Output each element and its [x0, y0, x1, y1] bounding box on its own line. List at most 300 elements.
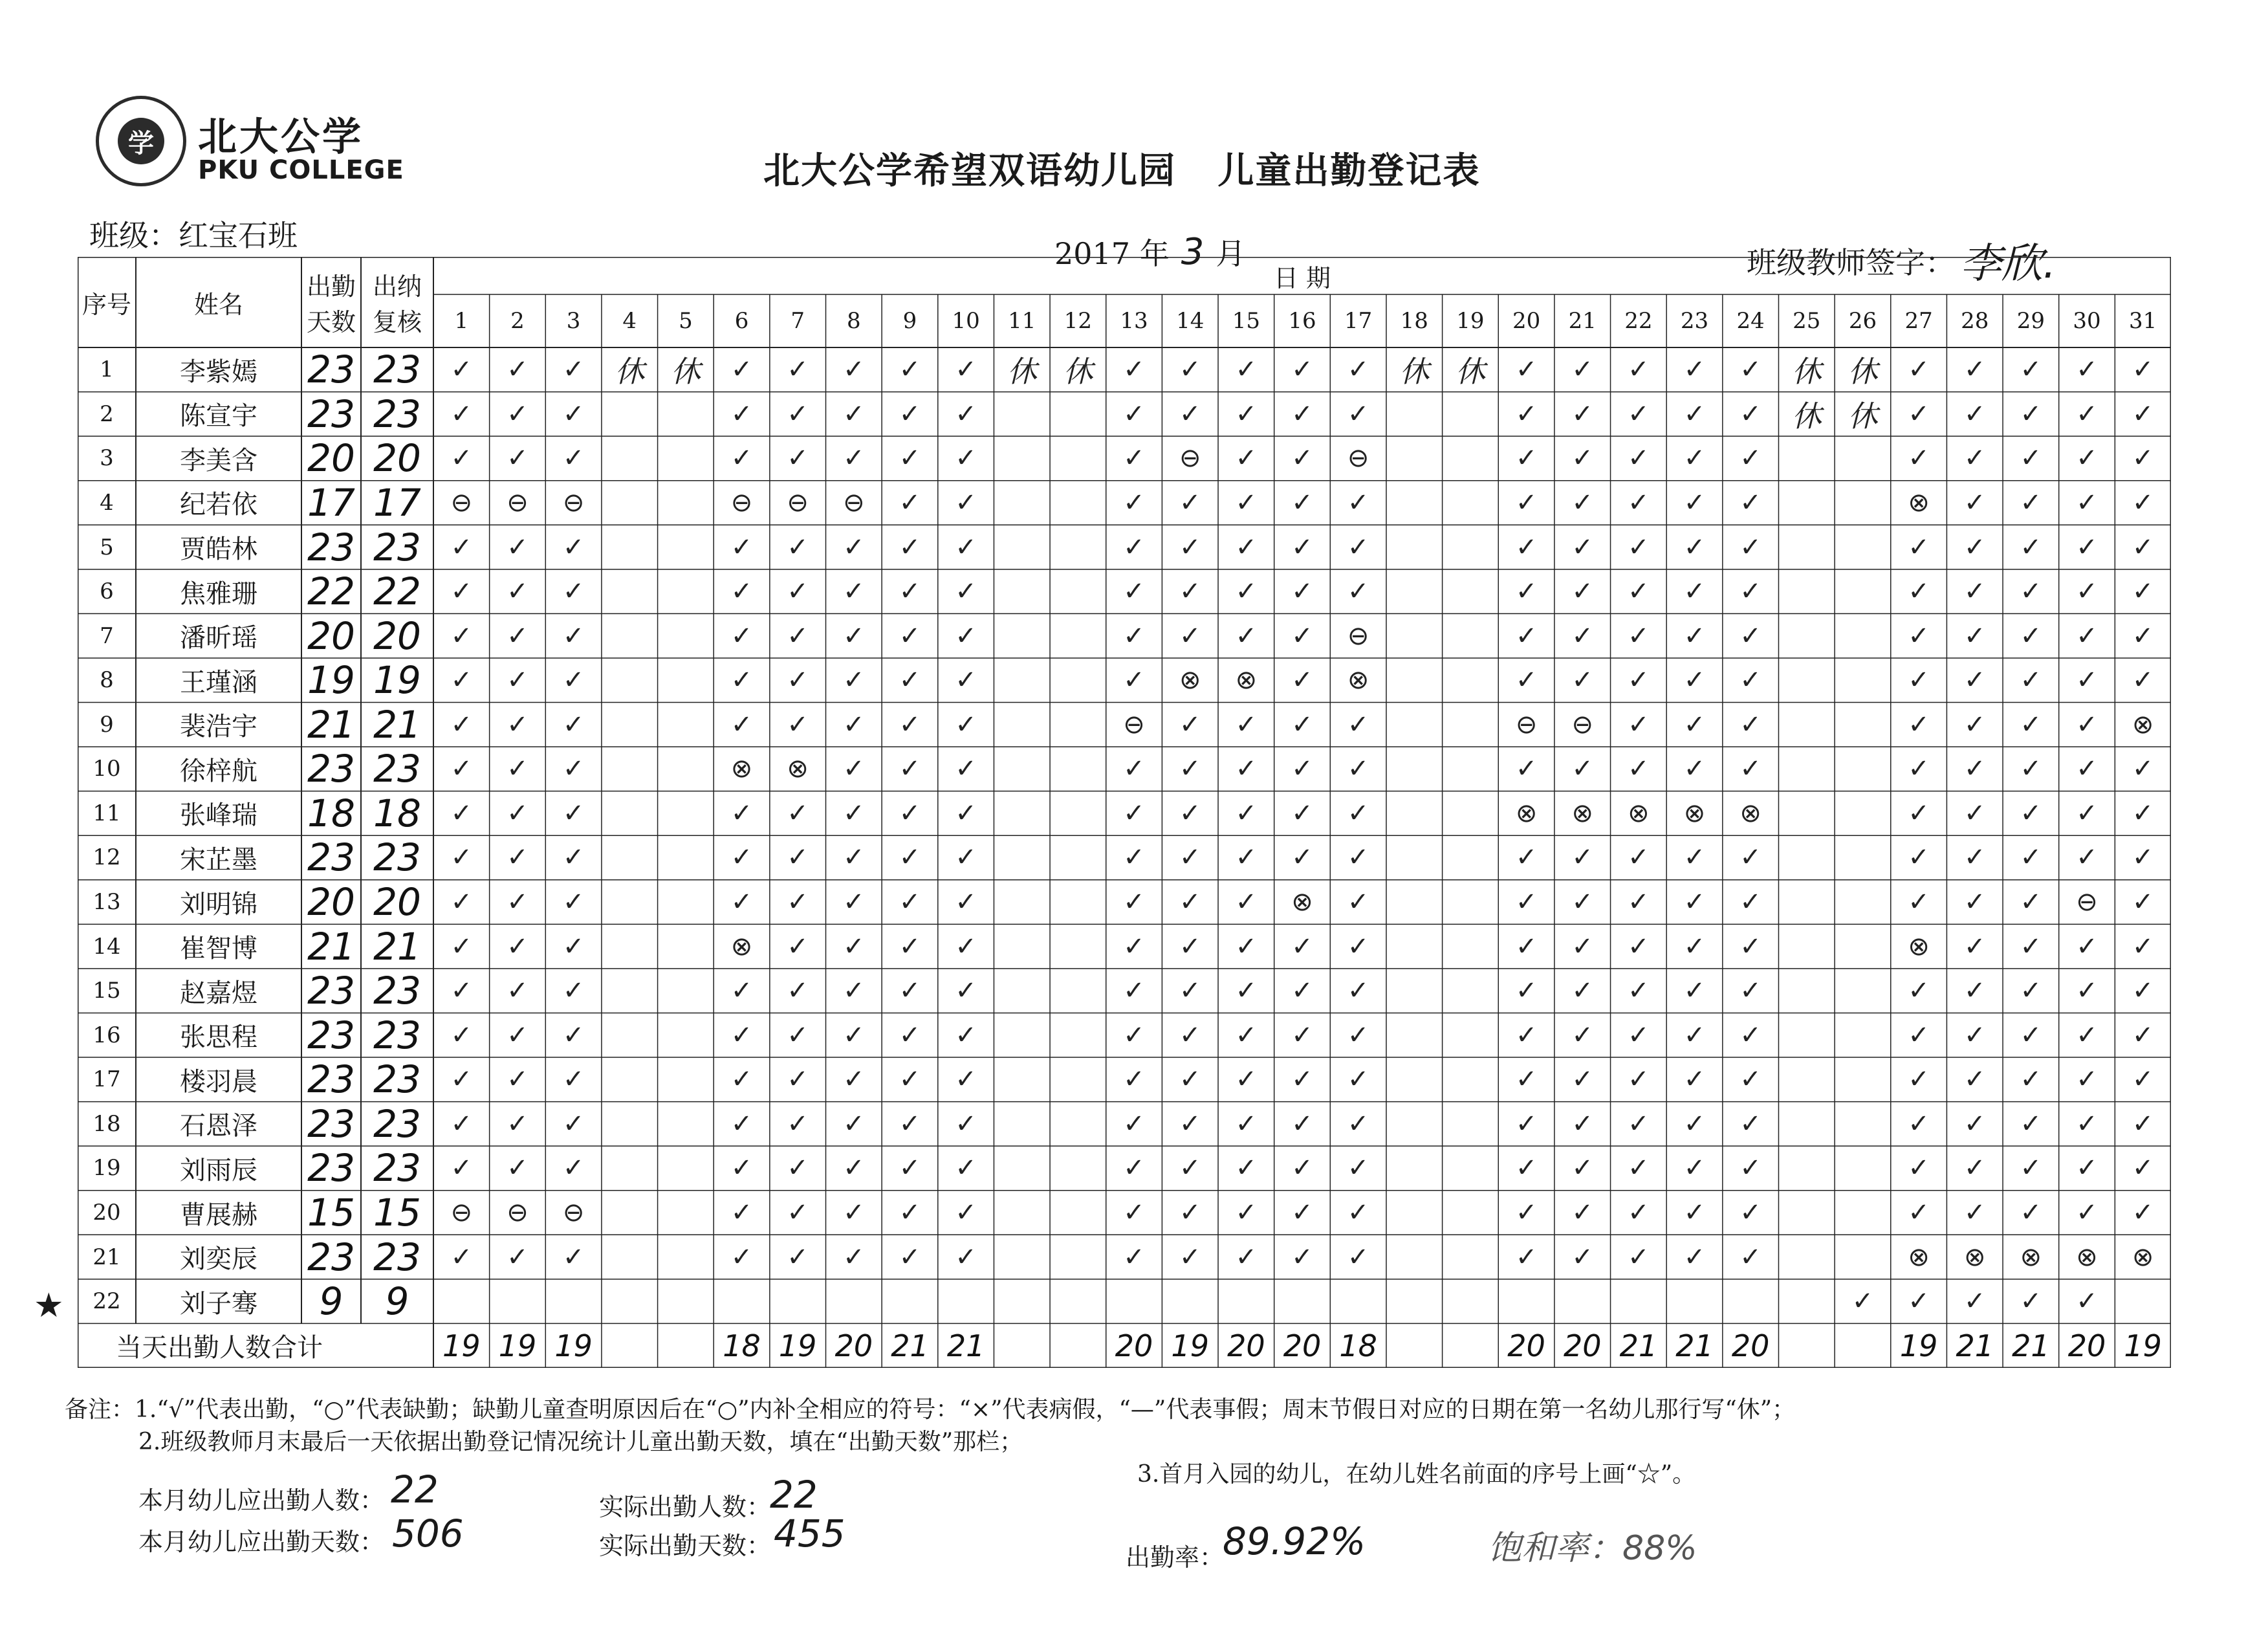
present-check-icon: ✓ [1963, 754, 1986, 784]
present-check-icon: ✓ [2076, 621, 2098, 651]
present-check-icon: ✓ [955, 399, 977, 429]
present-check-icon: ✓ [787, 621, 809, 651]
present-check-icon: ✓ [562, 399, 585, 429]
present-check-icon: ✓ [1571, 976, 1593, 1006]
present-check-icon: ✓ [1179, 621, 1201, 651]
present-check-icon: ✓ [899, 1020, 921, 1050]
present-check-icon: ✓ [1123, 665, 1145, 696]
child-name: 徐梓航 [180, 756, 257, 786]
present-check-icon: ✓ [507, 976, 529, 1006]
present-check-icon: ✓ [1571, 1064, 1593, 1095]
present-check-icon: ✓ [1347, 1108, 1369, 1139]
present-check-icon: ✓ [507, 931, 529, 962]
present-check-icon: ✓ [507, 399, 529, 429]
child-name: 宋芷墨 [180, 844, 257, 875]
attend-days-value: 20 [307, 436, 355, 481]
present-check-icon: ✓ [843, 355, 865, 385]
present-check-icon: ✓ [843, 842, 865, 873]
present-check-icon: ✓ [2076, 355, 2098, 385]
leave-mark-icon: ⊖ [1347, 621, 1369, 651]
present-check-icon: ✓ [1235, 1153, 1258, 1183]
present-check-icon: ✓ [1235, 487, 1258, 518]
present-check-icon: ✓ [1628, 976, 1650, 1006]
present-check-icon: ✓ [1515, 1020, 1538, 1050]
present-check-icon: ✓ [1628, 399, 1650, 429]
present-check-icon: ✓ [1123, 399, 1145, 429]
expected-children-value: 22 [391, 1468, 439, 1512]
present-check-icon: ✓ [787, 399, 809, 429]
header-day-9: 9 [902, 308, 917, 334]
present-check-icon: ✓ [562, 621, 585, 651]
present-check-icon: ✓ [1347, 532, 1369, 562]
present-check-icon: ✓ [1291, 798, 1313, 828]
present-check-icon: ✓ [1963, 1286, 1986, 1317]
present-check-icon: ✓ [2076, 1108, 2098, 1139]
header-day-14: 14 [1176, 308, 1205, 334]
present-check-icon: ✓ [1571, 399, 1593, 429]
sick-mark-icon: ⊗ [730, 931, 753, 962]
present-check-icon: ✓ [2020, 842, 2042, 873]
present-check-icon: ✓ [1963, 1020, 1986, 1050]
present-check-icon: ✓ [1235, 399, 1258, 429]
present-check-icon: ✓ [562, 355, 585, 385]
leave-mark-icon: ⊖ [787, 487, 809, 518]
present-check-icon: ✓ [1515, 1153, 1538, 1183]
present-check-icon: ✓ [1347, 1198, 1369, 1228]
present-check-icon: ✓ [1683, 577, 1706, 607]
daily-total: 20 [2067, 1328, 2106, 1363]
present-check-icon: ✓ [1739, 665, 1761, 696]
present-check-icon: ✓ [1963, 709, 1986, 740]
child-name: 曹展赫 [180, 1200, 257, 1230]
rest-day-mark: 休 [1007, 354, 1037, 390]
present-check-icon: ✓ [1347, 487, 1369, 518]
present-check-icon: ✓ [1739, 1198, 1761, 1228]
expected-days-value: 506 [392, 1512, 464, 1556]
present-check-icon: ✓ [1123, 532, 1145, 562]
present-check-icon: ✓ [2132, 754, 2154, 784]
rest-day-mark: 休 [1063, 354, 1093, 390]
present-check-icon: ✓ [1571, 1020, 1593, 1050]
leave-mark-icon: ⊖ [730, 487, 753, 518]
row-index: 7 [100, 622, 114, 649]
present-check-icon: ✓ [562, 842, 585, 873]
present-check-icon: ✓ [450, 798, 473, 828]
sick-mark-icon: ⊗ [1571, 798, 1593, 828]
attend-days-value: 15 [307, 1191, 355, 1235]
present-check-icon: ✓ [1908, 1064, 1930, 1095]
daily-total: 21 [1619, 1328, 1658, 1363]
present-check-icon: ✓ [2132, 1198, 2154, 1228]
present-check-icon: ✓ [1515, 577, 1538, 607]
present-check-icon: ✓ [1739, 709, 1761, 740]
present-check-icon: ✓ [1963, 355, 1986, 385]
present-check-icon: ✓ [2132, 1064, 2154, 1095]
present-check-icon: ✓ [450, 355, 473, 385]
present-check-icon: ✓ [1908, 887, 1930, 918]
header-day-5: 5 [679, 308, 693, 334]
leave-mark-icon: ⊖ [2076, 887, 2098, 918]
present-check-icon: ✓ [507, 1064, 529, 1095]
present-check-icon: ✓ [1235, 887, 1258, 918]
present-check-icon: ✓ [450, 1242, 473, 1272]
present-check-icon: ✓ [1179, 1242, 1201, 1272]
present-check-icon: ✓ [730, 443, 753, 474]
present-check-icon: ✓ [1123, 487, 1145, 518]
attend-days-value: 17 [307, 480, 355, 525]
present-check-icon: ✓ [899, 1198, 921, 1228]
present-check-icon: ✓ [1739, 931, 1761, 962]
year-label: 2017 年 [1054, 236, 1170, 271]
present-check-icon: ✓ [843, 1198, 865, 1228]
present-check-icon: ✓ [787, 443, 809, 474]
present-check-icon: ✓ [1963, 487, 1986, 518]
daily-total: 19 [1171, 1328, 1209, 1363]
header-day-6: 6 [734, 308, 749, 334]
present-check-icon: ✓ [1739, 1064, 1761, 1095]
sick-mark-icon: ⊗ [787, 754, 809, 784]
present-check-icon: ✓ [1291, 842, 1313, 873]
present-check-icon: ✓ [1963, 665, 1986, 696]
present-check-icon: ✓ [2076, 1286, 2098, 1317]
sick-mark-icon: ⊗ [1628, 798, 1650, 828]
header-day-23: 23 [1680, 308, 1709, 334]
present-check-icon: ✓ [2020, 798, 2042, 828]
present-check-icon: ✓ [1235, 355, 1258, 385]
present-check-icon: ✓ [1739, 443, 1761, 474]
header-day-16: 16 [1288, 308, 1316, 334]
row-index: 11 [93, 800, 121, 826]
review-value: 23 [373, 347, 421, 392]
present-check-icon: ✓ [1908, 1198, 1930, 1228]
present-check-icon: ✓ [1963, 1153, 1986, 1183]
review-value: 22 [373, 569, 421, 614]
present-check-icon: ✓ [787, 355, 809, 385]
present-check-icon: ✓ [899, 976, 921, 1006]
present-check-icon: ✓ [1739, 1242, 1761, 1272]
present-check-icon: ✓ [1347, 754, 1369, 784]
present-check-icon: ✓ [1235, 577, 1258, 607]
present-check-icon: ✓ [1739, 1153, 1761, 1183]
present-check-icon: ✓ [1123, 931, 1145, 962]
present-check-icon: ✓ [787, 577, 809, 607]
attend-days-value: 23 [307, 1101, 355, 1146]
present-check-icon: ✓ [2132, 1020, 2154, 1050]
new-child-star: ★ [34, 1286, 64, 1325]
present-check-icon: ✓ [507, 798, 529, 828]
present-check-icon: ✓ [730, 1153, 753, 1183]
present-check-icon: ✓ [899, 754, 921, 784]
logo-chinese-name: 北大公学 [198, 115, 364, 160]
sick-mark-icon: ⊗ [1739, 798, 1761, 828]
present-check-icon: ✓ [1515, 1242, 1538, 1272]
present-check-icon: ✓ [1235, 621, 1258, 651]
child-name: 王瑾涵 [180, 667, 257, 698]
present-check-icon: ✓ [1683, 1153, 1706, 1183]
present-check-icon: ✓ [1347, 842, 1369, 873]
row-index: 3 [100, 445, 114, 472]
leave-mark-icon: ⊖ [843, 487, 865, 518]
attendance-rate-label: 出勤率： [1126, 1543, 1225, 1572]
present-check-icon: ✓ [899, 355, 921, 385]
present-check-icon: ✓ [1628, 754, 1650, 784]
header-review-l2: 复核 [372, 308, 422, 336]
present-check-icon: ✓ [562, 1242, 585, 1272]
header-day-3: 3 [566, 308, 581, 334]
row-index: 20 [93, 1200, 121, 1226]
present-check-icon: ✓ [507, 1108, 529, 1139]
row-index: 18 [93, 1110, 121, 1137]
present-check-icon: ✓ [955, 487, 977, 518]
present-check-icon: ✓ [1571, 487, 1593, 518]
present-check-icon: ✓ [1683, 931, 1706, 962]
daily-total: 18 [1339, 1328, 1377, 1363]
present-check-icon: ✓ [1628, 1153, 1650, 1183]
present-check-icon: ✓ [1291, 1064, 1313, 1095]
present-check-icon: ✓ [2020, 887, 2042, 918]
present-check-icon: ✓ [562, 976, 585, 1006]
present-check-icon: ✓ [507, 532, 529, 562]
present-check-icon: ✓ [1963, 1064, 1986, 1095]
child-name: 刘明锦 [180, 889, 257, 919]
present-check-icon: ✓ [2132, 532, 2154, 562]
header-day-26: 26 [1848, 308, 1877, 334]
present-check-icon: ✓ [899, 487, 921, 518]
present-check-icon: ✓ [1963, 842, 1986, 873]
present-check-icon: ✓ [2132, 577, 2154, 607]
child-name: 石恩泽 [180, 1111, 257, 1141]
review-value: 9 [385, 1279, 409, 1324]
present-check-icon: ✓ [1515, 487, 1538, 518]
present-check-icon: ✓ [1571, 1153, 1593, 1183]
present-check-icon: ✓ [1683, 754, 1706, 784]
notes-line-1: 备注：1.“√”代表出勤，“○”代表缺勤；缺勤儿童查明原因后在“○”内补全相应的符号：“×”代表病假，“—”代表事假；周末节假日对应的日期在第一名幼儿那行写“休”； [65, 1396, 1796, 1423]
present-check-icon: ✓ [2132, 621, 2154, 651]
present-check-icon: ✓ [1963, 532, 1986, 562]
actual-children-value: 22 [770, 1473, 818, 1517]
daily-total: 20 [1283, 1328, 1322, 1363]
present-check-icon: ✓ [955, 577, 977, 607]
present-check-icon: ✓ [1739, 887, 1761, 918]
rest-day-mark: 休 [1455, 354, 1485, 390]
present-check-icon: ✓ [2132, 487, 2154, 518]
present-check-icon: ✓ [2132, 355, 2154, 385]
rest-day-mark: 休 [1399, 354, 1430, 390]
present-check-icon: ✓ [1123, 355, 1145, 385]
daily-total: 20 [1227, 1328, 1265, 1363]
header-day-15: 15 [1232, 308, 1260, 334]
present-check-icon: ✓ [450, 577, 473, 607]
attend-days-value: 18 [307, 791, 355, 835]
present-check-icon: ✓ [1628, 1242, 1650, 1272]
header-day-28: 28 [1961, 308, 1989, 334]
attend-days-value: 23 [307, 391, 355, 436]
attend-days-value: 9 [319, 1279, 343, 1324]
sick-mark-icon: ⊗ [1683, 798, 1706, 828]
daily-total: 21 [1675, 1328, 1714, 1363]
present-check-icon: ✓ [1123, 887, 1145, 918]
present-check-icon: ✓ [562, 798, 585, 828]
header-day-24: 24 [1736, 308, 1765, 334]
present-check-icon: ✓ [955, 1153, 977, 1183]
leave-mark-icon: ⊖ [1347, 443, 1369, 474]
daily-total: 21 [891, 1328, 929, 1363]
present-check-icon: ✓ [1571, 577, 1593, 607]
present-check-icon: ✓ [1235, 709, 1258, 740]
rest-day-mark: 休 [1848, 398, 1878, 434]
present-check-icon: ✓ [1908, 532, 1930, 562]
review-value: 23 [373, 835, 421, 880]
present-check-icon: ✓ [899, 399, 921, 429]
present-check-icon: ✓ [843, 1020, 865, 1050]
review-value: 23 [373, 1013, 421, 1057]
present-check-icon: ✓ [955, 798, 977, 828]
present-check-icon: ✓ [507, 443, 529, 474]
row-index: 13 [93, 889, 121, 916]
present-check-icon: ✓ [1739, 399, 1761, 429]
attend-days-value: 23 [307, 525, 355, 569]
present-check-icon: ✓ [1179, 1064, 1201, 1095]
present-check-icon: ✓ [2020, 931, 2042, 962]
leave-mark-icon: ⊖ [1123, 709, 1145, 740]
leave-mark-icon: ⊖ [507, 487, 529, 518]
header-review-l1: 出纳 [372, 272, 422, 301]
present-check-icon: ✓ [730, 621, 753, 651]
present-check-icon: ✓ [562, 931, 585, 962]
present-check-icon: ✓ [1515, 621, 1538, 651]
logo-english-name: PKU COLLEGE [198, 155, 404, 185]
present-check-icon: ✓ [2076, 1020, 2098, 1050]
present-check-icon: ✓ [955, 754, 977, 784]
header-day-29: 29 [2016, 308, 2045, 334]
present-check-icon: ✓ [1683, 1108, 1706, 1139]
present-check-icon: ✓ [1123, 621, 1145, 651]
present-check-icon: ✓ [450, 443, 473, 474]
present-check-icon: ✓ [562, 577, 585, 607]
present-check-icon: ✓ [899, 842, 921, 873]
month-value: 3 [1181, 231, 1205, 273]
present-check-icon: ✓ [1739, 1020, 1761, 1050]
child-name: 崔智博 [180, 934, 257, 964]
present-check-icon: ✓ [1963, 931, 1986, 962]
attendance-rate-value: 89.92% [1223, 1519, 1366, 1563]
header-review [361, 257, 433, 347]
attendance-table [78, 257, 2171, 1368]
present-check-icon: ✓ [2020, 1020, 2042, 1050]
present-check-icon: ✓ [1571, 1108, 1593, 1139]
present-check-icon: ✓ [1235, 1198, 1258, 1228]
present-check-icon: ✓ [1291, 487, 1313, 518]
present-check-icon: ✓ [450, 665, 473, 696]
present-check-icon: ✓ [1683, 1198, 1706, 1228]
present-check-icon: ✓ [1908, 665, 1930, 696]
present-check-icon: ✓ [2020, 976, 2042, 1006]
actual-days-value: 455 [774, 1512, 845, 1556]
present-check-icon: ✓ [2132, 443, 2154, 474]
actual-children-label: 实际出勤人数： [599, 1493, 772, 1521]
review-value: 23 [373, 391, 421, 436]
attend-days-value: 23 [307, 1057, 355, 1102]
present-check-icon: ✓ [1123, 1108, 1145, 1139]
present-check-icon: ✓ [1515, 1198, 1538, 1228]
present-check-icon: ✓ [1179, 1198, 1201, 1228]
present-check-icon: ✓ [787, 931, 809, 962]
present-check-icon: ✓ [1347, 709, 1369, 740]
row-index: 2 [100, 401, 114, 427]
present-check-icon: ✓ [507, 1153, 529, 1183]
sick-mark-icon: ⊗ [1908, 1242, 1930, 1272]
present-check-icon: ✓ [787, 976, 809, 1006]
present-check-icon: ✓ [1628, 621, 1650, 651]
present-check-icon: ✓ [1683, 1020, 1706, 1050]
present-check-icon: ✓ [955, 931, 977, 962]
present-check-icon: ✓ [843, 1153, 865, 1183]
present-check-icon: ✓ [1628, 532, 1650, 562]
present-check-icon: ✓ [1123, 754, 1145, 784]
row-index: 22 [93, 1288, 121, 1315]
present-check-icon: ✓ [1347, 577, 1369, 607]
attend-days-value: 23 [307, 1013, 355, 1057]
present-check-icon: ✓ [507, 355, 529, 385]
present-check-icon: ✓ [955, 976, 977, 1006]
present-check-icon: ✓ [1291, 1020, 1313, 1050]
header-day-2: 2 [510, 308, 525, 334]
daily-total: 19 [2124, 1328, 2162, 1363]
child-name: 潘昕瑶 [180, 623, 257, 654]
present-check-icon: ✓ [1347, 1153, 1369, 1183]
row-index: 5 [100, 534, 114, 560]
present-check-icon: ✓ [730, 1242, 753, 1272]
present-check-icon: ✓ [1179, 355, 1201, 385]
leave-mark-icon: ⊖ [562, 1198, 585, 1228]
attend-days-value: 23 [307, 835, 355, 880]
header-attend-days-l2: 天数 [306, 308, 356, 336]
review-value: 20 [373, 613, 421, 658]
present-check-icon: ✓ [1347, 355, 1369, 385]
present-check-icon: ✓ [843, 798, 865, 828]
present-check-icon: ✓ [1179, 487, 1201, 518]
header-day-17: 17 [1344, 308, 1373, 334]
header-day-7: 7 [791, 308, 805, 334]
present-check-icon: ✓ [1628, 665, 1650, 696]
present-check-icon: ✓ [1235, 1242, 1258, 1272]
present-check-icon: ✓ [2132, 665, 2154, 696]
present-check-icon: ✓ [730, 976, 753, 1006]
present-check-icon: ✓ [899, 709, 921, 740]
present-check-icon: ✓ [1123, 1242, 1145, 1272]
present-check-icon: ✓ [2076, 754, 2098, 784]
present-check-icon: ✓ [955, 443, 977, 474]
present-check-icon: ✓ [1347, 887, 1369, 918]
review-value: 23 [373, 525, 421, 569]
present-check-icon: ✓ [1571, 931, 1593, 962]
present-check-icon: ✓ [1235, 798, 1258, 828]
present-check-icon: ✓ [1179, 1108, 1201, 1139]
present-check-icon: ✓ [2076, 1064, 2098, 1095]
sick-mark-icon: ⊗ [1291, 887, 1313, 918]
present-check-icon: ✓ [1963, 1198, 1986, 1228]
attend-days-value: 21 [307, 924, 355, 969]
review-value: 23 [373, 1146, 421, 1191]
present-check-icon: ✓ [2020, 1153, 2042, 1183]
present-check-icon: ✓ [955, 887, 977, 918]
present-check-icon: ✓ [843, 931, 865, 962]
present-check-icon: ✓ [787, 842, 809, 873]
present-check-icon: ✓ [507, 754, 529, 784]
present-check-icon: ✓ [1963, 577, 1986, 607]
present-check-icon: ✓ [1235, 1020, 1258, 1050]
present-check-icon: ✓ [730, 577, 753, 607]
